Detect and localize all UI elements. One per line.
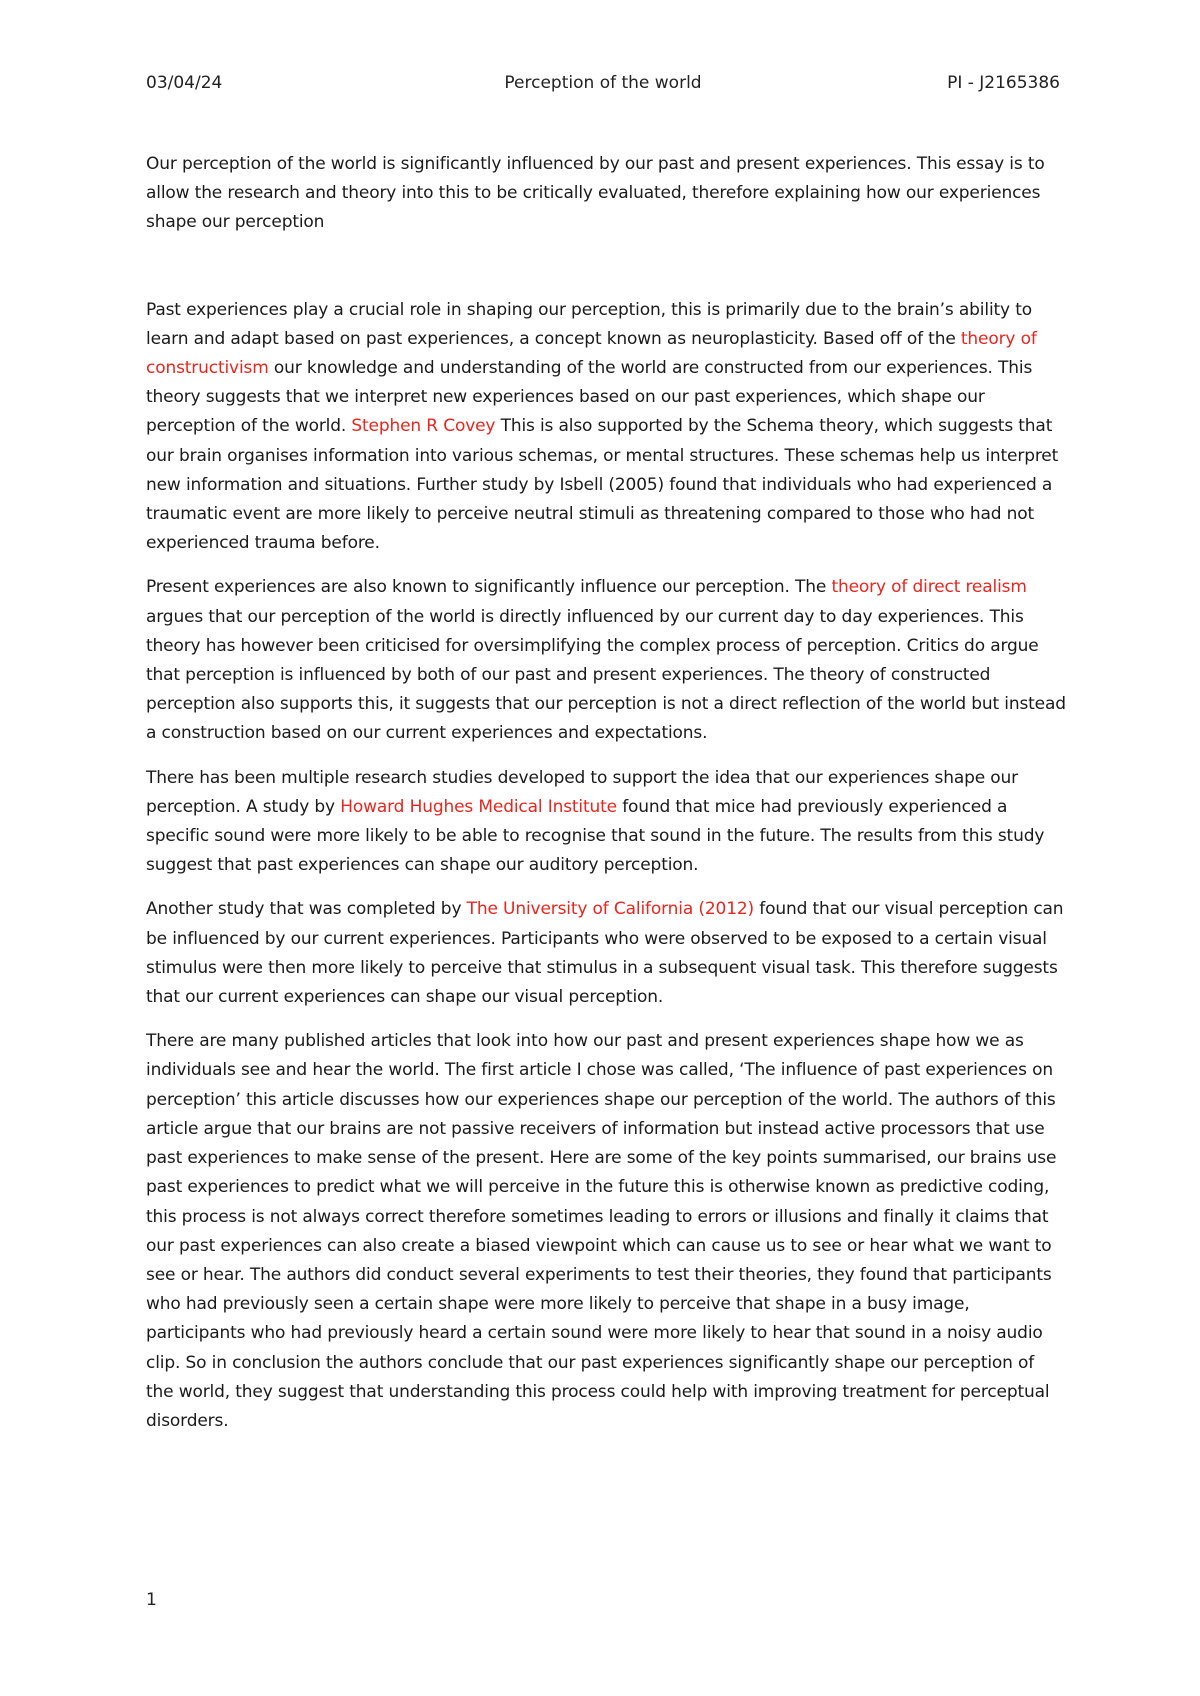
paragraph-text: Present experiences are also known to significantly influence our perception. The	[146, 577, 832, 598]
page-number: 1	[146, 1590, 157, 1610]
paragraph-text: There are many published articles that look into how our past and present experiences shape how we as individuals see and hear the world. The first article I chose was called, ‘The influence of past experiences on perception’ this article discusses how our experiences shape our perception of the world. The authors of this article argue that our brains are not passive receivers of information but instead active processors that use past experiences to make sense of the present. Here are some of the key points summarised, our brains use past experiences to predict what we will perceive in the future this is otherwise known as predictive coding, this process is not always correct therefore sometimes leading to errors or illusions and finally it claims that our past experiences can also create a biased viewpoint which can cause us to see or hear what we want to see or hear. The authors did conduct several experiments to test their theories, they found that participants who had previously seen a certain shape were more likely to perceive that shape in a busy image, participants who had previously heard a certain sound were more likely to hear that sound in a noisy audio clip. So in conclusion the authors conclude that our past experiences significantly shape our perception of the world, they suggest that understanding this process could help with improving treatment for perceptual disorders.	[146, 1031, 1057, 1431]
body-paragraph	[146, 895, 1066, 1012]
paragraph-text: There has been multiple research studies developed to support the idea that our experiences shape our perception. A study by	[146, 767, 1019, 817]
highlighted-reference: Stephen R Covey	[351, 416, 496, 437]
paragraph-text: Past experiences play a crucial role in shaping our perception, this is primarily due to the brain’s ability to learn and adapt based on past experiences, a concept known as neuroplasticity. Based off of the	[146, 299, 1032, 349]
body-paragraph	[146, 764, 1066, 881]
highlighted-reference: theory of constructivism	[146, 328, 1037, 379]
essay-body	[146, 150, 1066, 1451]
paragraph-text: found that our visual perception can be influenced by our current experiences. Participants who were observed to be exposed to a certain visual stimulus were then more likely to perceive that stimulus in a subsequent visual task. This therefore suggests that our current experiences can shape our visual perception.	[146, 899, 1064, 1008]
intro-paragraph	[146, 150, 1066, 238]
body-paragraph	[146, 1027, 1066, 1436]
highlighted-reference: theory of direct realism	[831, 577, 1027, 598]
paragraph-text: This is also supported by the Schema theory, which suggests that our brain organises information into various schemas, or mental structures. These schemas help us interpret new information and situations. Further study by Isbell (2005) found that individuals who had experienced a traumatic event are more likely to perceive neutral stimuli as threatening compared to those who had not experienced trauma before.	[146, 416, 1059, 554]
highlighted-reference: Howard Hughes Medical Institute	[340, 796, 617, 817]
header-title: Perception of the world	[504, 73, 702, 93]
header-date: 03/04/24	[146, 73, 223, 93]
body-paragraph	[146, 573, 1066, 748]
paragraph-text: found that mice had previously experienced a specific sound were more likely to be able to recognise that sound in the future. The results from this study suggest that past experiences can shape our auditory perception.	[146, 796, 1045, 876]
paragraph-text: Our perception of the world is significantly influenced by our past and present experiences. This essay is to allow the research and theory into this to be critically evaluated, therefore explaining how our experiences shape our perception	[146, 154, 1045, 233]
highlighted-reference: The University of California (2012)	[466, 899, 755, 920]
header-student-id: PI - J2165386	[947, 73, 1060, 93]
body-paragraph	[146, 296, 1066, 559]
paragraph-text: our knowledge and understanding of the world are constructed from our experiences. This theory suggests that we interpret new experiences based on our past experiences, which shape our perception of the world.	[146, 358, 1033, 437]
paragraph-text: argues that our perception of the world is directly influenced by our current day to day experiences. This theory has however been criticised for oversimplifying the complex process of perception. Critics do argue that perception is influenced by both of our past and present experiences. The theory of constructed perception also supports this, it suggests that our perception is not a direct reflection of the world but instead a construction based on our current experiences and expectations.	[146, 606, 1066, 744]
paragraph-text: Another study that was completed by	[146, 899, 467, 920]
